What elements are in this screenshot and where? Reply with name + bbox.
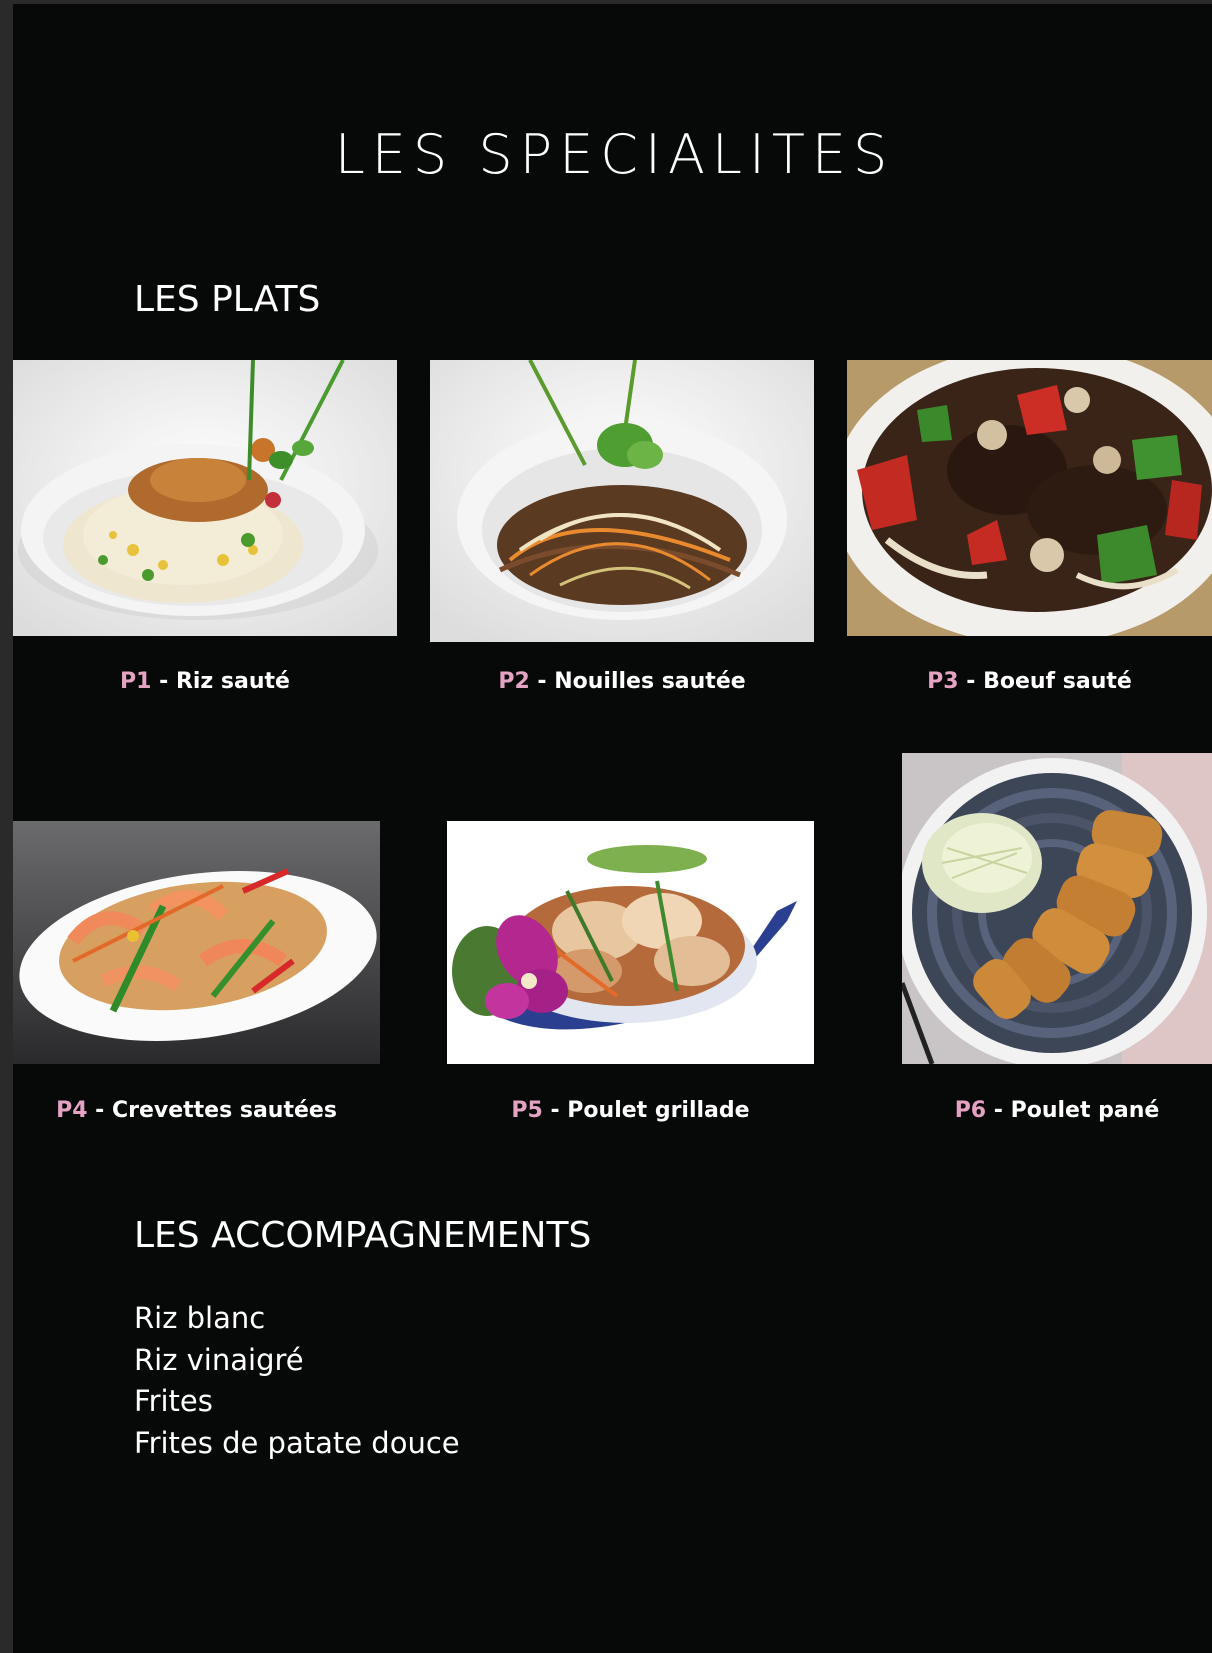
grilled-chicken-photo: [447, 821, 814, 1064]
dish-separator: -: [958, 669, 984, 694]
dish-separator: -: [529, 669, 555, 694]
dish-name: Poulet pané: [1010, 1098, 1160, 1123]
dish-caption-p1: [13, 671, 397, 693]
dish-separator: -: [87, 1098, 112, 1123]
menu-page: [13, 4, 1212, 1653]
dish-separator: -: [151, 669, 176, 694]
side-dishes-list: [134, 1298, 460, 1464]
breaded-chicken-photo: [902, 753, 1212, 1064]
dish-code: P4: [56, 1098, 88, 1123]
page-title: LES SPECIALITES: [334, 123, 895, 186]
section-title-accompagnements: LES ACCOMPAGNEMENTS: [134, 1215, 592, 1256]
list-item: Frites de patate douce: [134, 1425, 460, 1460]
dish-name: Boeuf sauté: [983, 669, 1132, 694]
list-item: Frites: [134, 1384, 213, 1418]
dish-caption-p5: [447, 1100, 814, 1122]
dish-caption-p4: [13, 1100, 380, 1122]
stir-fried-noodles-photo: [430, 360, 814, 642]
list-item: Riz vinaigré: [134, 1342, 304, 1377]
dish-code: P1: [120, 669, 152, 694]
beef-stir-fry-photo: [847, 360, 1212, 636]
list-item: Riz blanc: [134, 1301, 266, 1335]
dish-name: Riz sauté: [175, 669, 290, 694]
dish-code: P2: [498, 669, 530, 694]
dish-caption-p2: [430, 671, 814, 693]
dish-code: P3: [927, 669, 959, 694]
dish-name: Crevettes sautées: [111, 1098, 337, 1123]
fried-rice-photo: [13, 360, 397, 636]
dish-caption-p6: [902, 1100, 1212, 1122]
dish-code: P5: [511, 1098, 543, 1123]
dish-code: P6: [954, 1098, 987, 1123]
dish-separator: -: [986, 1098, 1011, 1123]
dish-separator: -: [542, 1098, 568, 1123]
dish-name: Poulet grillade: [567, 1098, 750, 1123]
section-title-plats: LES PLATS: [134, 279, 321, 320]
dish-caption-p3: [847, 671, 1212, 693]
dish-name: Nouilles sautée: [554, 669, 746, 694]
shrimp-stir-fry-photo: [13, 821, 380, 1064]
